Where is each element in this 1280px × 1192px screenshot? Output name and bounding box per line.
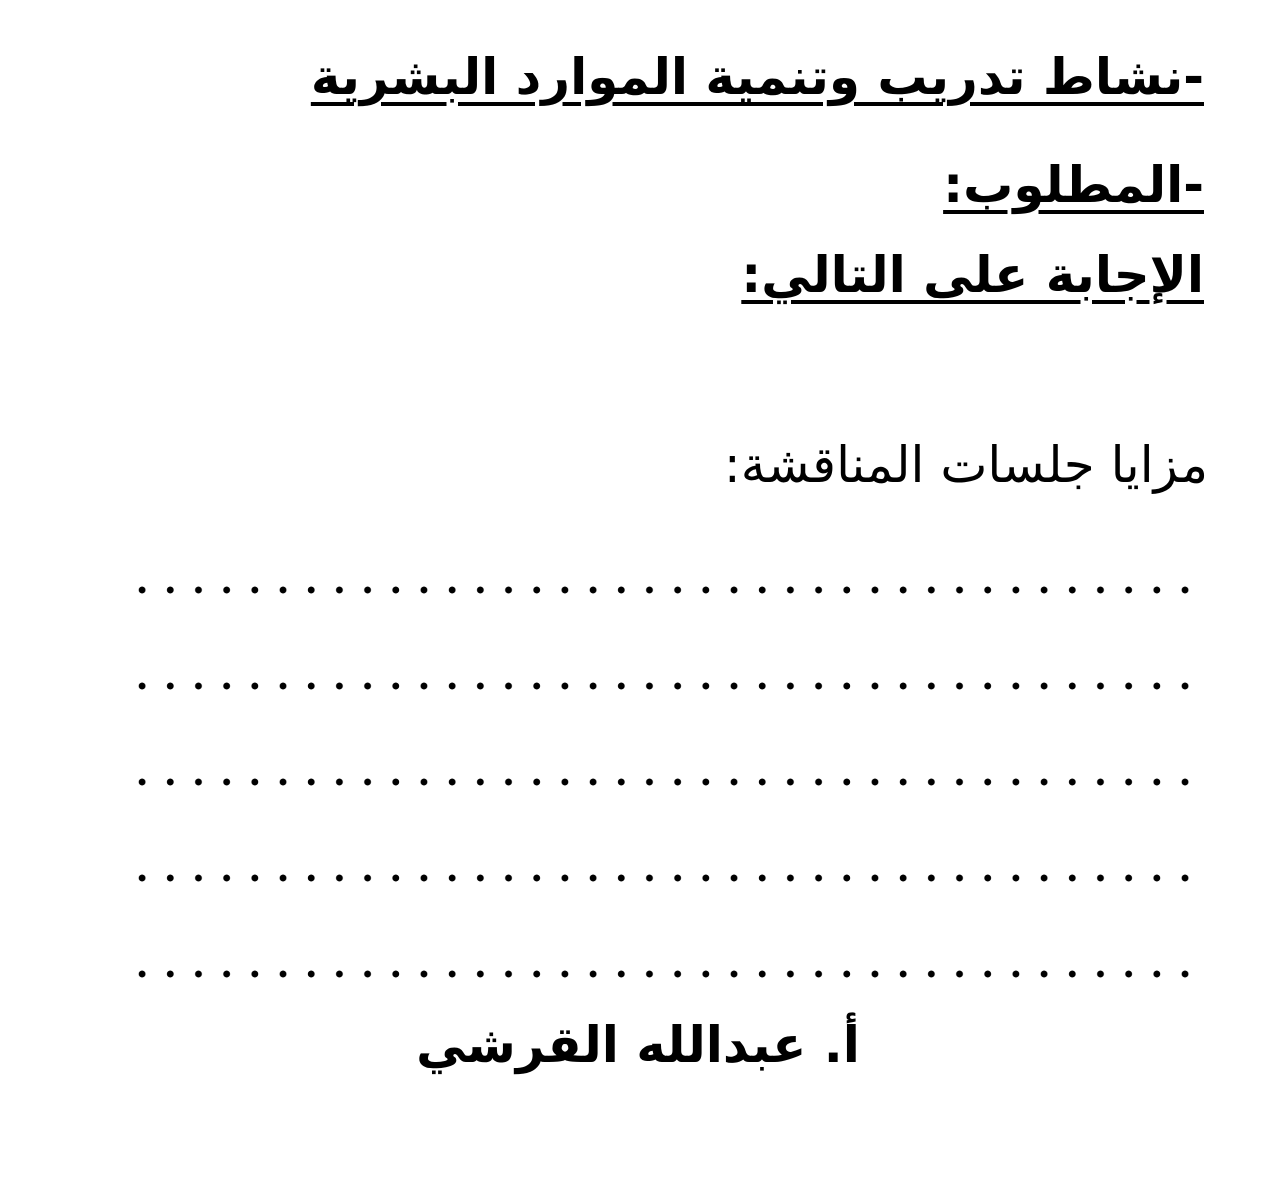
signature-text: أ. عبدالله القرشي: [416, 1016, 860, 1074]
required-label: -المطلوب:: [943, 156, 1204, 214]
answer-line-4: [128, 874, 1200, 882]
activity-title: -نشاط تدريب وتنمية الموارد البشرية: [310, 48, 1204, 106]
answer-line-1: [128, 586, 1200, 594]
instruction-heading: الإجابة على التالي:: [741, 246, 1204, 304]
question-text: مزايا جلسات المناقشة:: [723, 436, 1208, 494]
answer-line-2: [128, 682, 1200, 690]
answer-line-5: [128, 970, 1200, 978]
teacher-signature: [0, 1018, 1280, 1073]
answer-line-3: [128, 778, 1200, 786]
